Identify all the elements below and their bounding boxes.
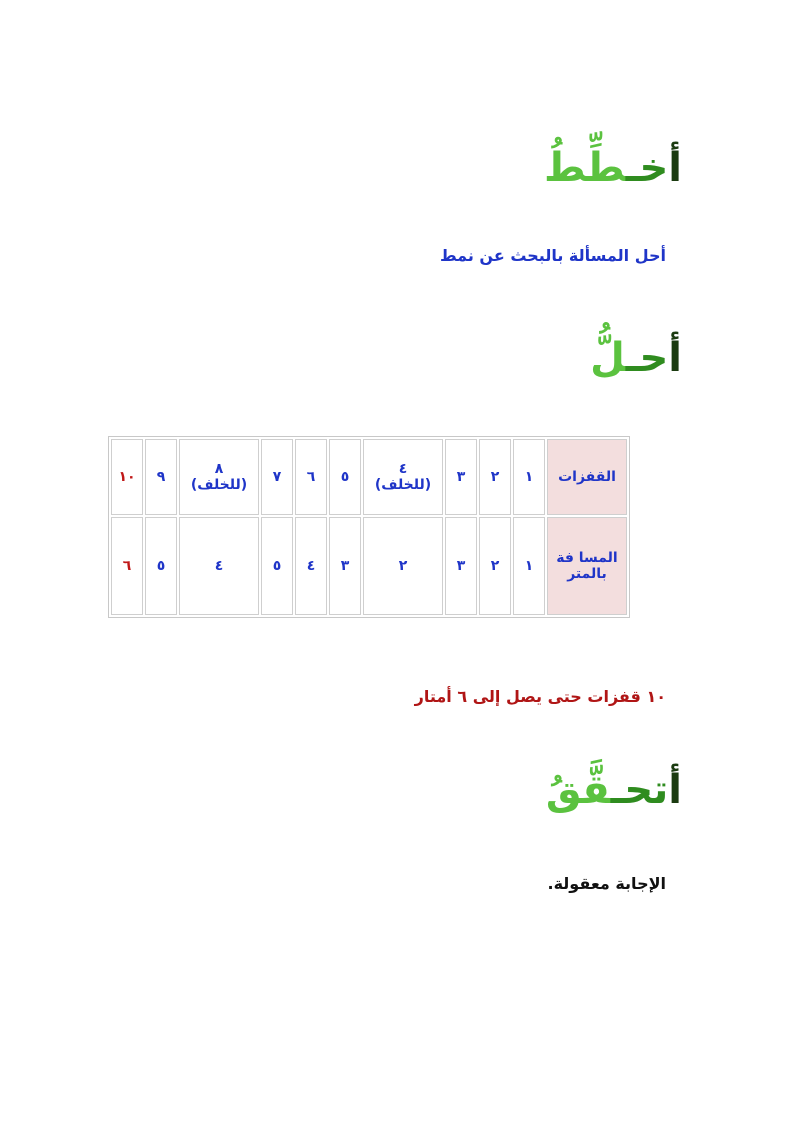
heading-solve-part3: لُّ [590,335,626,381]
jump-cell [179,439,259,515]
jump-number: ١٠ [118,469,136,485]
jump-number: ٢ [490,469,500,485]
heading-check-part2: تحـ [610,767,669,813]
heading-plan [543,145,682,191]
distance-cell: ٣ [329,517,361,615]
jump-number: ٦ [306,469,316,485]
jump-cell [363,439,443,515]
answer-text: ١٠ قفزات حتى يصل إلى ٦ أمتار [414,687,666,706]
jump-number: ٤ [398,461,408,477]
jump-cell [329,439,361,515]
jump-cell [295,439,327,515]
heading-solve-part2: حـ [625,335,669,381]
jump-cell [479,439,511,515]
jump-number: ٣ [456,469,466,485]
jump-number: ٩ [156,469,166,485]
heading-check [545,767,682,813]
table-row-jumps [111,439,627,515]
distance-cell: ٥ [145,517,177,615]
jump-direction-note: (للخلف) [190,477,248,493]
heading-check-part1: أ [668,767,682,813]
jumps-table-wrapper [108,436,630,618]
heading-solve [590,335,682,381]
strategy-text: أحل المسألة بالبحث عن نمط [439,246,666,265]
jump-number: ٨ [214,461,224,477]
row-header-distance: المسا فة بالمتر [547,517,627,615]
distance-cell: ٤ [179,517,259,615]
jump-cell [445,439,477,515]
jump-number: ٧ [272,469,282,485]
distance-cell: ١ [513,517,545,615]
jump-direction-note: (للخلف) [374,477,432,493]
jump-cell [145,439,177,515]
jump-cell-final [111,439,143,515]
heading-plan-part1: أ [668,145,682,191]
jump-number: ٥ [340,469,350,485]
check-text: الإجابة معقولة. [547,874,666,893]
jump-number: ١ [524,469,534,485]
distance-cell: ٤ [295,517,327,615]
distance-cell: ٢ [479,517,511,615]
jumps-table [108,436,630,618]
heading-check-part3: قَّقُ [545,767,611,813]
row-header-jumps: القفزات [547,439,627,515]
jump-cell [261,439,293,515]
jump-cell [513,439,545,515]
table-row-distance [111,517,627,615]
heading-plan-part2: خـ [625,145,669,191]
heading-solve-part1: أ [668,335,682,381]
distance-cell-final: ٦ [111,517,143,615]
heading-plan-part3: طِّطُ [543,145,626,191]
distance-cell: ٢ [363,517,443,615]
distance-cell: ٥ [261,517,293,615]
distance-cell: ٣ [445,517,477,615]
